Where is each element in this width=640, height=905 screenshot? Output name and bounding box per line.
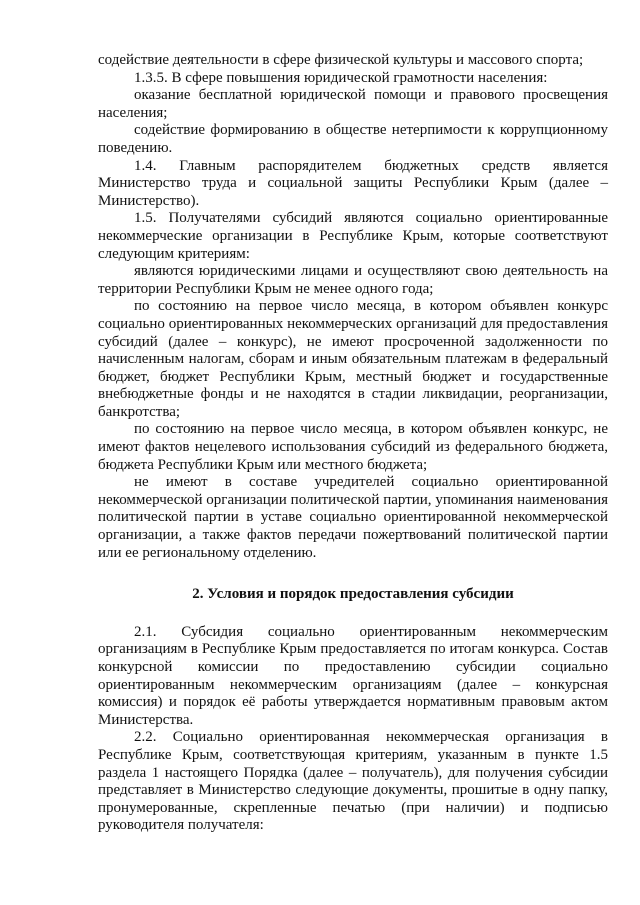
paragraph-anticorruption: содействие формированию в обществе нетерпимости к коррупционному поведению.	[98, 122, 608, 156]
paragraph-1-3-5: 1.3.5. В сфере повышения юридической грамотности населения:	[134, 69, 548, 86]
paragraph-sport: содействие деятельности в сфере физической культуры и массового спорта;	[98, 52, 584, 68]
paragraph-1-4: 1.4. Главным распорядителем бюджетных средств является Министерство труда и социальной защиты Республики Крым (далее – Министерство).	[98, 157, 608, 209]
paragraph-1-5: 1.5. Получателями субсидий являются социально ориентированные некоммерческие организации в Республике Крым, которые соответствуют следующим критериям:	[98, 210, 608, 262]
paragraph-legal-aid: оказание бесплатной юридической помощи и правового просвещения населения;	[98, 87, 608, 121]
paragraph-2-2: 2.2. Социально ориентированная некоммерческая организация в Республике Крым, соответствующая критериям, указанным в пункте 1.5 раздела 1 настоящего Порядка (далее – получатель), для получения субсидии представляет в Министерство следующие документы, прошитые в одну папку, пронумерованные, скрепленные печатью (при наличии) и подписью руководителя получателя:	[98, 729, 608, 834]
section-2-heading: 2. Условия и порядок предоставления субсидии	[192, 586, 514, 603]
paragraph-criterion-no-debt: по состоянию на первое число месяца, в котором объявлен конкурс социально ориентированных некоммерческих организаций для предоставления субсидий (далее – конкурс), не имеют просроченной задолженности по начисленным налогам, сборам и иным обязательным платежам в федеральный бюджет, бюджет Республики Крым, местный бюджет и государственные внебюджетные фонды и не находятся в стадии ликвидации, реорганизации, банкротства;	[98, 298, 608, 420]
document-page	[98, 52, 608, 835]
paragraph-criterion-legal-entity: являются юридическими лицами и осуществляют свою деятельность на территории Республики Крым не менее одного года;	[98, 263, 608, 297]
paragraph-criterion-no-misuse: по состоянию на первое число месяца, в котором объявлен конкурс, не имеют фактов нецелевого использования субсидий из федерального бюджета, бюджета Республики Крым или местного бюджета;	[98, 421, 608, 473]
paragraph-2-1: 2.1. Субсидия социально ориентированным некоммерческим организациям в Республике Крым предоставляется по итогам конкурса. Состав конкурсной комиссии по предоставлению субсидии социально ориентированным некоммерческим организациям (далее – конкурсная комиссия) и порядок её работы утверждается нормативным правовым актом Министерства.	[98, 623, 608, 728]
paragraph-criterion-no-party: не имеют в составе учредителей социально ориентированной некоммерческой организации политической партии, упоминания наименования политической партии в уставе социально ориентированной некоммерческой организации, а также фактов передачи пожертвований политической партии или ее региональному отделению.	[98, 474, 608, 561]
